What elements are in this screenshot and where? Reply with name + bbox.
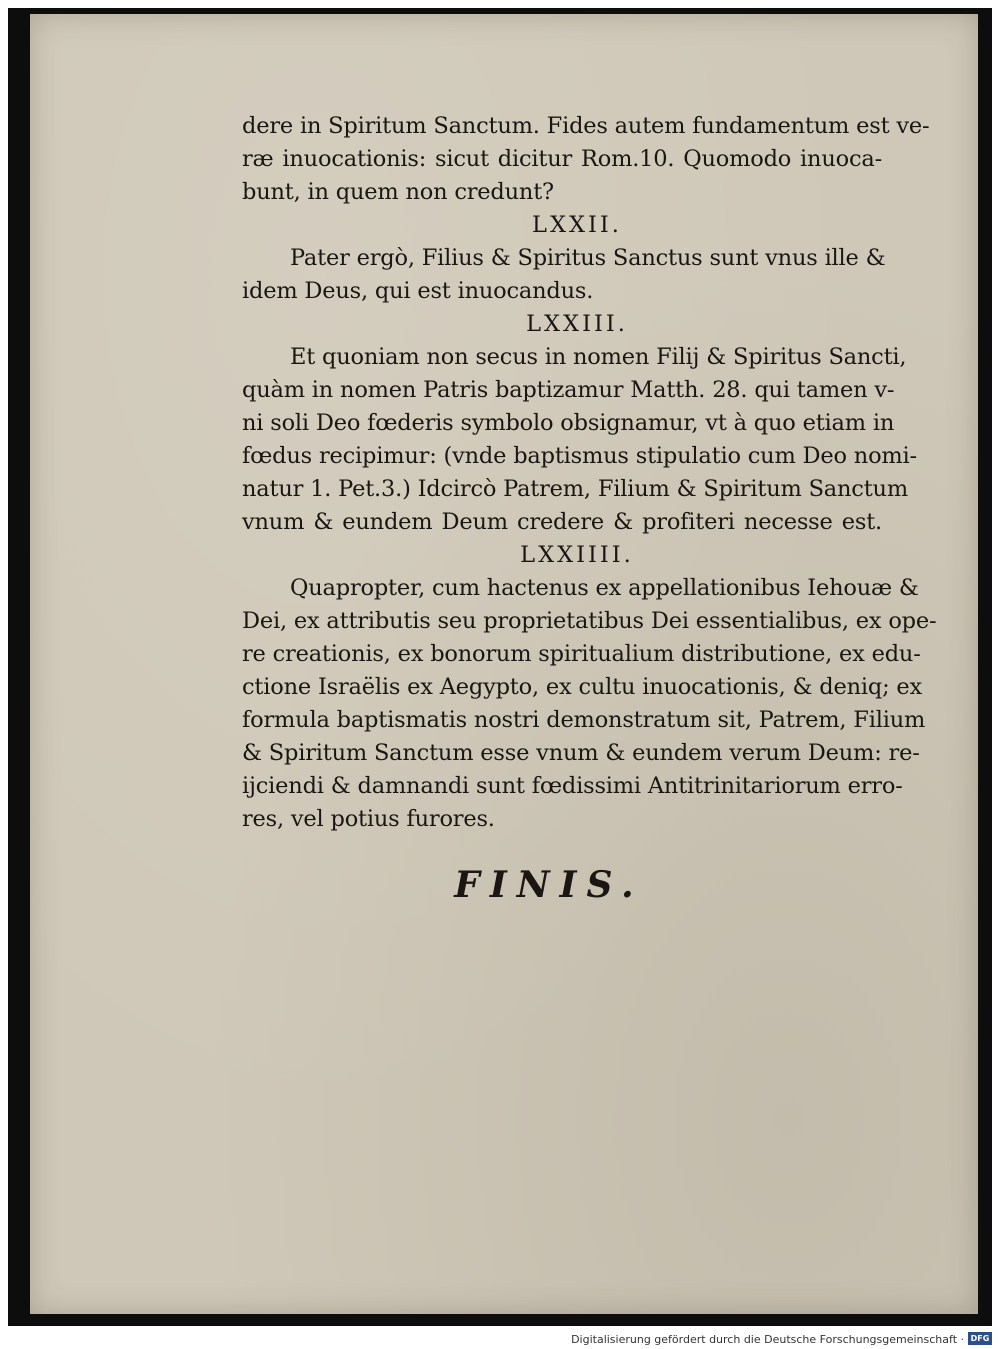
text-line: ræ inuocationis: sicut dicitur Rom.10. Quomodo inuoca-: [242, 146, 882, 172]
paragraph-last-line: bunt, in quem non credunt?: [242, 179, 554, 205]
section-number: LXXII.: [532, 212, 622, 238]
page-text-block: [242, 110, 937, 836]
text-line: & Spiritum Sanctum esse vnum & eundem verum Deum: re-: [242, 740, 920, 766]
text-line: ctione Israëlis ex Aegypto, ex cultu inuocationis, & deniq; ex: [242, 674, 923, 700]
text-line: fœdus recipimur: (vnde baptismus stipulatio cum Deo nomi-: [242, 443, 917, 469]
footer-bar: [0, 1331, 1000, 1349]
book-page: [30, 14, 978, 1314]
funding-credit: Digitalisierung gefördert durch die Deutsche Forschungsgemeinschaft ·: [571, 1333, 964, 1346]
text-line: ni soli Deo fœderis symbolo obsignamur, vt à quo etiam in: [242, 410, 895, 436]
section-number: LXXIII.: [526, 311, 628, 337]
paragraph-first-line: Pater ergò, Filius & Spiritus Sanctus sunt vnus ille &: [290, 245, 886, 271]
text-line: dere in Spiritum Sanctum. Fides autem fundamentum est ve-: [242, 113, 930, 139]
paragraph-first-line: Et quoniam non secus in nomen Filij & Spiritus Sancti,: [290, 344, 907, 370]
finis-colophon: FINIS.: [454, 864, 644, 906]
text-line: Dei, ex attributis seu proprietatibus Dei essentialibus, ex ope-: [242, 608, 937, 634]
paragraph-first-line: Quapropter, cum hactenus ex appellationibus Iehouæ &: [290, 575, 919, 601]
paragraph-last-line: idem Deus, qui est inuocandus.: [242, 278, 594, 304]
text-line: vnum & eundem Deum credere & profiteri necesse est.: [242, 509, 882, 535]
text-line: natur 1. Pet.3.) Idcircò Patrem, Filium & Spiritum Sanctum: [242, 476, 908, 502]
dfg-logo-icon: DFG: [968, 1332, 992, 1345]
text-line: ijciendi & damnandi sunt fœdissimi Antitrinitariorum erro-: [242, 773, 903, 799]
section-number: LXXIIII.: [520, 542, 634, 568]
text-line: re creationis, ex bonorum spiritualium distributione, ex edu-: [242, 641, 921, 667]
text-line: formula baptismatis nostri demonstratum sit, Patrem, Filium: [242, 707, 926, 733]
paragraph-last-line: res, vel potius furores.: [242, 806, 495, 832]
text-line: quàm in nomen Patris baptizamur Matth. 28. qui tamen v-: [242, 377, 895, 403]
